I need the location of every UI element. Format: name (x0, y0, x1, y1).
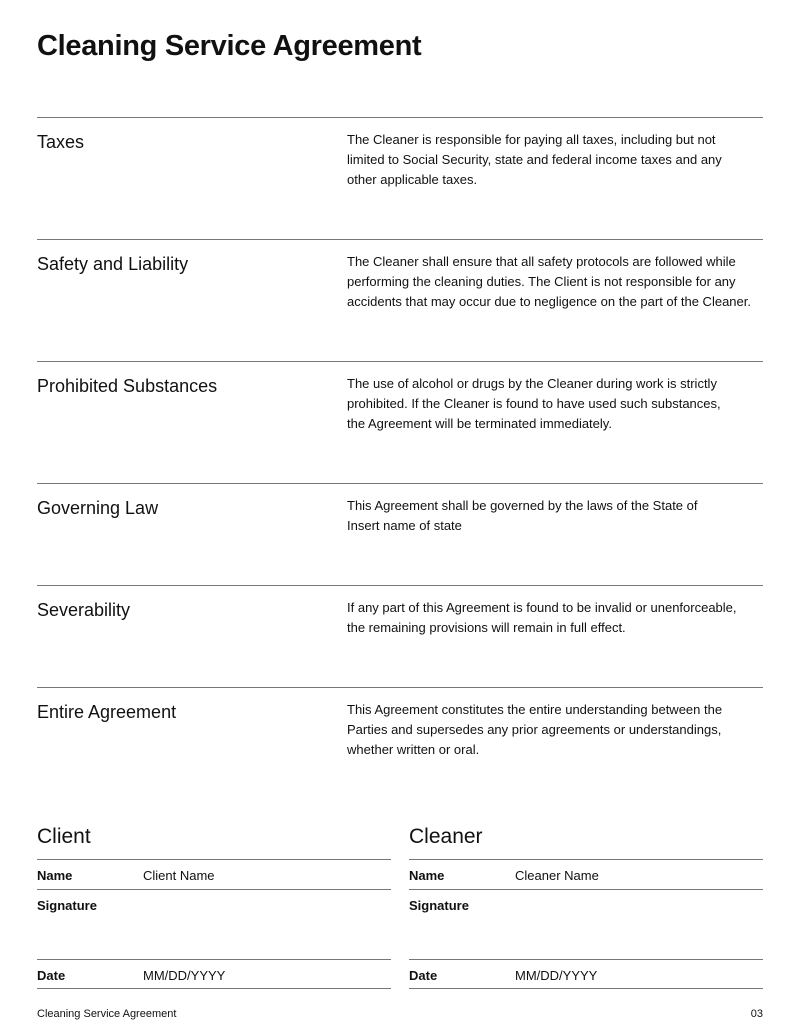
date-label: Date (37, 968, 66, 983)
page-title: Cleaning Service Agreement (37, 30, 422, 62)
client-title: Client (37, 825, 91, 848)
section-body: This Agreement constitutes the entire understanding between the Parties and supersedes any prior agreements or understandings, whether written or oral. (347, 702, 723, 757)
section-heading: Entire Agreement (37, 702, 177, 722)
section-body: The Cleaner is responsible for paying all taxes, including but not limited to Social Security, state and federal income taxes and any other applicable taxes. (347, 132, 722, 187)
footer-title: Cleaning Service Agreement (37, 1008, 177, 1020)
cleaner-date-value[interactable]: MM/DD/YYYY (515, 968, 598, 983)
name-label: Name (37, 868, 73, 883)
section-prohibited (37, 361, 763, 431)
client-signature-row[interactable] (37, 889, 391, 959)
section-heading: Governing Law (37, 498, 159, 518)
signature-label: Signature (37, 898, 97, 913)
name-label: Name (409, 868, 445, 883)
section-heading: Safety and Liability (37, 254, 189, 274)
cleaner-title: Cleaner (409, 825, 483, 848)
section-heading: Taxes (37, 132, 85, 152)
section-body: The use of alcohol or drugs by the Cleaner during work is strictly prohibited. If the Cleaner is found to have used such substances, the Agreement will be terminated immediately. (347, 376, 721, 431)
cleaner-name-row[interactable] (409, 859, 763, 889)
signature-label: Signature (409, 898, 469, 913)
section-safety (37, 239, 763, 309)
section-heading: Severability (37, 600, 131, 620)
client-name-row[interactable] (37, 859, 391, 889)
section-heading: Prohibited Substances (37, 376, 218, 396)
page-number: 03 (750, 1008, 763, 1020)
client-name-value[interactable]: Client Name (143, 868, 215, 883)
cleaner-signature-row[interactable] (409, 889, 763, 959)
cleaner-name-value[interactable]: Cleaner Name (515, 868, 599, 883)
client-signature-block (37, 822, 391, 989)
cleaner-date-row[interactable] (409, 959, 763, 989)
section-body: This Agreement shall be governed by the laws of the State of Insert name of state (347, 498, 698, 533)
section-entire-agreement (37, 687, 763, 757)
section-governing-law (37, 483, 763, 533)
client-date-row[interactable] (37, 959, 391, 989)
date-label: Date (409, 968, 438, 983)
section-severability (37, 585, 763, 635)
section-body: The Cleaner shall ensure that all safety protocols are followed while performing the cleaning duties. The Client is not responsible for any accidents that may occur due to negligence on the part of the Cleaner. (347, 254, 751, 309)
section-body: If any part of this Agreement is found to be invalid or unenforceable, the remaining provisions will remain in full effect. (347, 600, 737, 635)
section-taxes (37, 117, 763, 187)
client-date-value[interactable]: MM/DD/YYYY (143, 968, 226, 983)
cleaner-signature-block (409, 822, 763, 989)
